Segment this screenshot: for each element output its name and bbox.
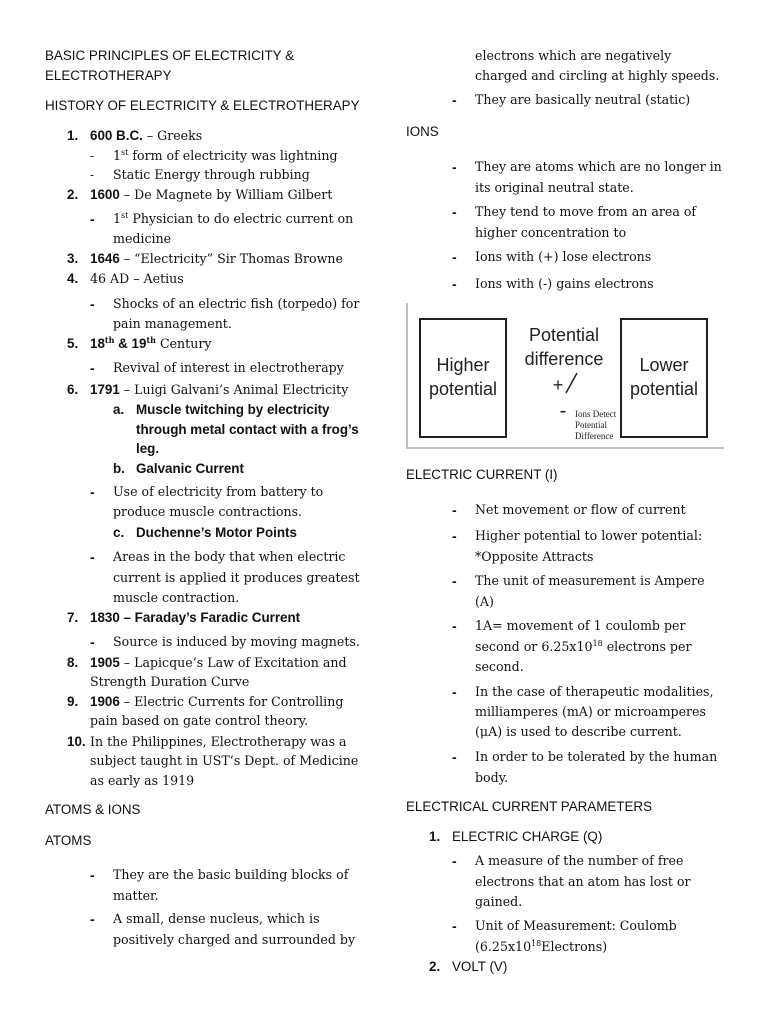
list-item: ELECTRIC CHARGE (Q) [452, 829, 603, 844]
list-sub-item-cont: matter. [113, 888, 159, 903]
sub-heading: Galvanic Current [136, 461, 244, 476]
detect-label-line2: Potential [575, 420, 607, 430]
list-sub-item: In the case of therapeutic modalities, [475, 684, 714, 699]
list-number: 2. [67, 187, 79, 202]
dash-bullet: - [452, 276, 457, 292]
list-item: 1600 – De Magnete by William Gilbert [90, 187, 333, 202]
list-sub-item: They tend to move from an area of [475, 204, 697, 219]
dash-bullet: - [452, 159, 457, 175]
list-item: 46 AD – Aetius [90, 271, 184, 286]
list-item: In the Philippines, Electrotherapy was a [90, 734, 347, 749]
higher-potential-box [420, 319, 506, 437]
list-sub-item-cont: (A) [475, 594, 494, 609]
parameters-heading: ELECTRICAL CURRENT PARAMETERS [406, 799, 653, 814]
dash-bullet: - [90, 168, 95, 182]
list-item: 600 B.C. – Greeks [90, 128, 203, 143]
dash-bullet: - [452, 684, 457, 700]
dash-bullet: - [452, 749, 457, 765]
dash-bullet: - [90, 911, 95, 927]
list-sub-item-cont: muscle contraction. [113, 590, 240, 605]
list-number: 7. [67, 610, 79, 625]
detect-label-line3: Difference [575, 431, 614, 441]
list-sub-item: Ions with (+) lose electrons [475, 249, 652, 264]
list-item: 1646 – “Electricity” Sir Thomas Browne [90, 251, 343, 266]
list-sub-item: Higher potential to lower potential: [475, 528, 703, 543]
sub-letter: b. [113, 461, 125, 476]
list-number: 1. [429, 829, 441, 844]
atoms-cont-line2: charged and circling at highly speeds. [475, 68, 720, 83]
ions-heading: IONS [406, 124, 439, 139]
list-item: 1906 – Electric Currents for Controlling [90, 694, 344, 709]
minus-sign: - [559, 400, 567, 422]
dash-bullet: - [90, 296, 95, 312]
lower-potential-box [621, 319, 707, 437]
list-sub-item: Source is induced by moving magnets. [113, 634, 360, 649]
plus-sign: + [552, 375, 564, 395]
list-sub-item-cont: $(6.25x10^{18}Electrons)$ [475, 938, 608, 954]
list-number: 8. [67, 655, 79, 670]
dash-bullet: - [452, 502, 457, 518]
list-sub-item-cont: positively charged and surrounded by [113, 932, 356, 947]
list-sub-item-cont: milliamperes (mA) or microamperes [475, 704, 706, 719]
list-sub-item-cont: *Opposite Attracts [475, 549, 594, 564]
list-sub-item: They are basically neutral (static) [475, 92, 691, 107]
list-sub-item-cont: electrons that an atom has lost or [475, 874, 691, 889]
list-number: 5. [67, 336, 79, 351]
list-sub-item-cont: its original neutral state. [475, 180, 634, 195]
dash-bullet: - [452, 618, 457, 634]
atoms-heading: ATOMS [45, 833, 92, 848]
detect-label-line1: Ions Detect [575, 409, 617, 419]
list-sub-item: Areas in the body that when electric [113, 549, 346, 564]
list-sub-item: 1st form of electricity was lightning [113, 147, 338, 163]
list-sub-item-cont: gained. [475, 894, 523, 909]
list-sub-item-cont: medicine [113, 231, 172, 246]
sub-letter: a. [113, 402, 125, 417]
dash-bullet: - [452, 92, 457, 108]
list-item-cont: pain based on gate control theory. [90, 713, 309, 728]
list-sub-item-cont: body. [475, 770, 509, 785]
dash-bullet: - [452, 573, 457, 589]
dash-bullet: - [90, 634, 95, 650]
list-sub-item: Unit of Measurement: Coulomb [475, 918, 677, 933]
list-number: 6. [67, 382, 79, 397]
sub-letter: c. [113, 525, 125, 540]
dash-bullet: - [452, 249, 457, 265]
dash-bullet: - [90, 867, 95, 883]
atoms-cont-line1: electrons which are negatively [475, 48, 672, 63]
lower-label-line1: Lower [639, 355, 689, 375]
lower-label-line2: potential [629, 379, 699, 399]
potential-difference-diagram [406, 303, 724, 449]
list-item-cont: subject taught in UST’s Dept. of Medicine [90, 753, 359, 768]
list-item-cont: as early as 1919 [90, 773, 195, 788]
atoms-ions-heading: ATOMS & IONS [45, 802, 141, 817]
list-sub-item: Use of electricity from battery to [113, 484, 324, 499]
sub-heading-cont: through metal contact with a frog’s [136, 422, 359, 437]
list-sub-item-cont: current is applied it produces greatest [113, 570, 360, 585]
list-item: VOLT (V) [452, 959, 508, 974]
list-number: 2. [429, 959, 441, 974]
list-sub-item: They are atoms which are no longer in [475, 159, 722, 174]
list-sub-item: Net movement or flow of current [475, 502, 686, 517]
pd-label-line2: difference [524, 349, 604, 369]
list-sub-item-cont: pain management. [113, 316, 232, 331]
sub-heading-cont: leg. [136, 441, 160, 456]
list-number: 3. [67, 251, 79, 266]
list-number: 10. [67, 734, 86, 749]
list-sub-item: Revival of interest in electrotherapy [113, 360, 344, 375]
dash-bullet: - [90, 484, 95, 500]
list-sub-item-cont: (μA) is used to describe current. [475, 724, 682, 739]
list-sub-item: 1A= movement of 1 coulomb per [475, 618, 686, 633]
list-number: 9. [67, 694, 79, 709]
list-sub-item-cont: produce muscle contractions. [113, 504, 303, 519]
dash-bullet: - [452, 918, 457, 934]
higher-label-line1: Higher [436, 355, 490, 375]
dash-bullet: - [90, 549, 95, 565]
sub-heading: Duchenne’s Motor Points [136, 525, 297, 540]
list-item: 1830 – Faraday’s Faradic Current [90, 610, 301, 625]
sub-heading: Muscle twitching by electricity [136, 402, 330, 417]
history-heading: HISTORY OF ELECTRICITY & ELECTROTHERAPY [45, 98, 360, 113]
dash-bullet: - [452, 204, 457, 220]
list-sub-item-cont: higher concentration to [475, 225, 627, 240]
list-sub-item: Static Energy through rubbing [113, 167, 310, 182]
list-number: 1. [67, 128, 79, 143]
pd-label-line1: Potential [528, 325, 600, 345]
list-item-cont: Strength Duration Curve [90, 674, 250, 689]
list-sub-item-cont: second. [475, 659, 524, 674]
list-sub-item: They are the basic building blocks of [113, 867, 349, 882]
list-sub-item: Shocks of an electric fish (torpedo) for [113, 296, 360, 311]
list-item: 1791 – Luigi Galvani’s Animal Electricity [90, 382, 349, 397]
dash-bullet: - [90, 211, 95, 227]
list-sub-item: In order to be tolerated by the human [475, 749, 718, 764]
document-title-line1: BASIC PRINCIPLES OF ELECTRICITY & [45, 48, 295, 63]
list-sub-item: A small, dense nucleus, which is [113, 911, 320, 926]
diagram-arrow-line [566, 373, 577, 393]
dash-bullet: - [90, 149, 95, 163]
list-sub-item: 1st Physician to do electric current on [113, 210, 354, 226]
dash-bullet: - [452, 528, 457, 544]
list-number: 4. [67, 271, 79, 286]
electric-current-heading: ELECTRIC CURRENT (I) [406, 467, 558, 482]
dash-bullet: - [452, 853, 457, 869]
list-sub-item: A measure of the number of free [475, 853, 684, 868]
list-item: 1905 – Lapicque’s Law of Excitation and [90, 655, 347, 670]
document-title-line2: ELECTROTHERAPY [45, 68, 172, 83]
list-sub-item: Ions with (-) gains electrons [475, 276, 654, 291]
list-sub-item: The unit of measurement is Ampere [475, 573, 705, 588]
list-item: 18th & 19th Century [90, 334, 212, 351]
dash-bullet: - [90, 360, 95, 376]
list-sub-item-cont: second or $6.25x10^{18}$ electrons per [475, 638, 692, 654]
higher-label-line2: potential [428, 379, 498, 399]
